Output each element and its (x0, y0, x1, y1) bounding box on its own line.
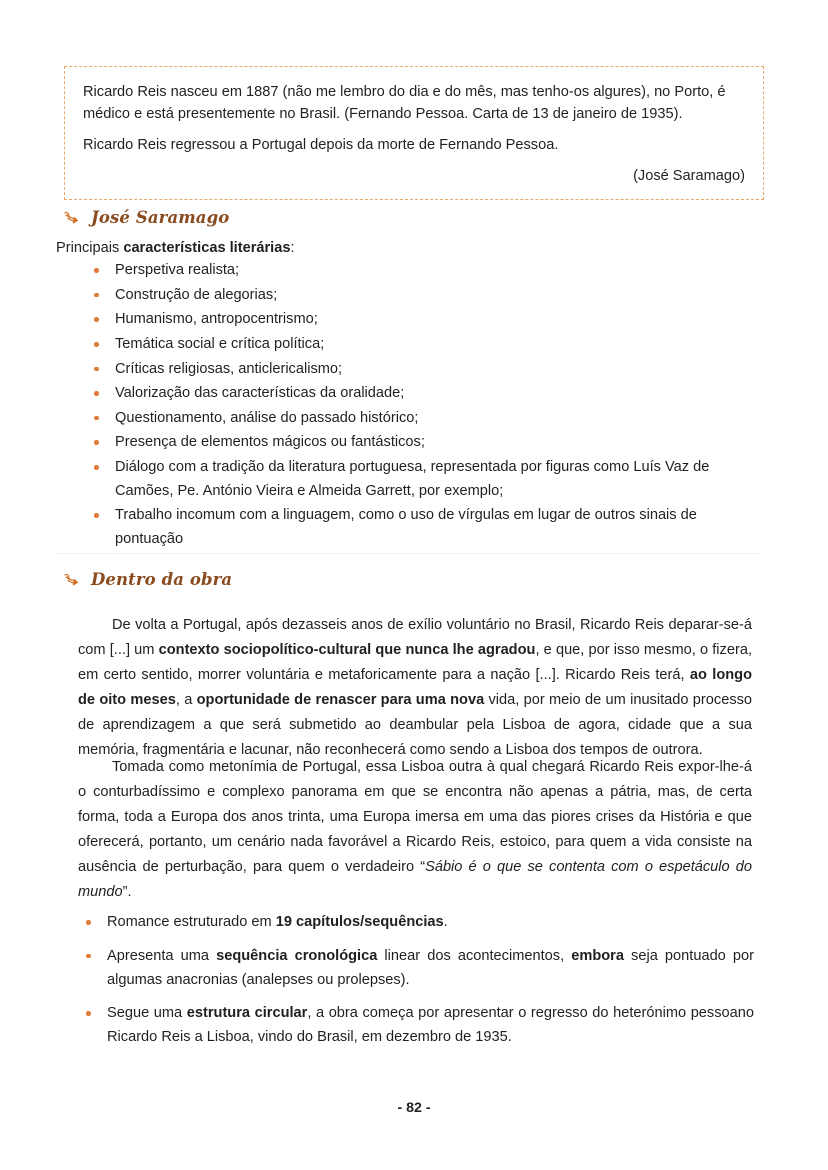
features-lead-line (56, 238, 295, 260)
page-number: - 82 - (397, 1100, 431, 1116)
pointing-hand-icon (62, 571, 80, 589)
section-heading-dentro-da-obra (62, 570, 232, 589)
list-item (86, 358, 754, 382)
pointing-hand-icon (62, 209, 80, 227)
note-part-2: , a obra começa por apresentar o regresso do heterónimo pessoano Ricardo Reis a Lisboa, vindo do Brasil, em dezembro de 1935. (107, 1005, 754, 1046)
section-heading-jose-saramago (62, 208, 229, 227)
note-part-2: linear dos acontecimentos, (377, 947, 572, 964)
list-item-label: Valorização das características da oralidade; (115, 385, 405, 402)
par1-bold-3: oportunidade de renascer para uma nova (196, 691, 485, 708)
list-item-label: Construção de alegorias; (115, 286, 278, 303)
par1-bold-2: ao longo de oito meses (78, 666, 752, 708)
par1-part-2: , e que, por isso mesmo, o fizera, em certo sentido, morrer voluntária e metaforicamente para a nação [...]. Ricardo Reis terá, (78, 641, 752, 683)
section-heading-label: José Saramago (91, 208, 230, 227)
list-item-label: Temática social e crítica política; (115, 335, 325, 352)
list-item (86, 431, 754, 455)
note-bold-1: estrutura circular (186, 1005, 308, 1022)
note-part-1: Romance estruturado em (107, 914, 276, 930)
par1-bold-1: contexto sociopolítico-cultural que nunca lhe agradou (158, 641, 536, 658)
par1-part-4: vida, por meio de um inusitado processo de aprendizagem a que será submetido ao deambular pela Lisboa de agora, cidade que a sua memória, fragmentária e lacunar, não reconhecerá como sendo a Lisboa dos tempos de outrora. (78, 691, 753, 759)
par2-italic-quote: Sábio é o que se contenta com o espetáculo do mundo (78, 858, 752, 901)
features-lead-suffix: : (290, 240, 295, 256)
features-lead-prefix: Principais (56, 240, 124, 256)
par1-part-3: , a (175, 691, 197, 708)
list-item (86, 308, 754, 332)
note-bold-2: embora (571, 947, 624, 964)
list-item (86, 504, 754, 551)
structure-notes-list (78, 911, 754, 1060)
note-part-1: Segue uma (107, 1005, 187, 1022)
note-part-1: Apresenta uma (107, 947, 217, 964)
list-item (86, 333, 754, 357)
list-item (86, 284, 754, 308)
list-item-label: Humanismo, antropocentrismo; (115, 311, 318, 328)
note-bold-1: sequência cronológica (216, 947, 378, 964)
list-item-label: Trabalho incomum com a linguagem, como o uso de vírgulas em lugar de outros sinais de pontuação (115, 507, 697, 548)
list-item-label: Perspetiva realista; (115, 262, 240, 278)
list-item-label: Questionamento, análise do passado histórico; (115, 409, 419, 426)
note-bold-1: 19 capítulos/sequências (275, 914, 444, 930)
list-item (78, 1002, 754, 1050)
literary-features-list (86, 259, 754, 553)
list-item (86, 456, 754, 503)
quote-paragraph-1: Ricardo Reis nasceu em 1887 (não me lembro do dia e do mês, mas tenho-os algures), no Porto, é médico e está presentemente no Brasil. (Fernando Pessoa. Carta de 13 de janeiro de 1935). (83, 84, 726, 123)
par2-part-2: ”. (122, 884, 132, 901)
list-item (78, 911, 754, 935)
faint-divider (56, 553, 762, 554)
par2-part-1: Tomada como metonímia de Portugal, essa Lisboa outra à qual chegará Ricardo Reis expor-lhe-á o conturbadíssimo e complexo panorama em que se encontra não apenas a pátria, mas, de certa forma, toda a Europa dos anos trinta, uma Europa imersa em uma das piores crises da História e que oferecerá, portanto, um cenário nada favorável a Ricardo Reis, estoico, para quem a vida consiste na ausência de perturbação, para quem o verdadeiro “ (78, 758, 752, 875)
features-lead-bold: características literárias (123, 240, 291, 256)
list-item (86, 407, 754, 431)
list-item-label: Diálogo com a tradição da literatura portuguesa, representada por figuras como Luís Vaz de Camões, Pe. António Vieira e Almeida Garrett, por exemplo; (115, 459, 710, 499)
quote-attribution: (José Saramago) (633, 167, 745, 184)
obra-paragraph-2 (78, 755, 752, 906)
note-part-2: . (443, 914, 448, 930)
quote-box (64, 66, 764, 200)
list-item (78, 945, 754, 993)
list-item-label: Críticas religiosas, anticlericalismo; (115, 360, 343, 377)
quote-paragraph-2: Ricardo Reis regressou a Portugal depois da morte de Fernando Pessoa. (83, 137, 559, 154)
note-part-3: seja pontuado por algumas anacronias (analepses ou prolepses). (107, 947, 754, 988)
obra-paragraph-1 (78, 613, 752, 764)
list-item (86, 382, 754, 406)
list-item (86, 259, 754, 283)
section-heading-label: Dentro da obra (91, 570, 233, 589)
par1-part-1: De volta a Portugal, após dezasseis anos de exílio voluntário no Brasil, Ricardo Reis deparar-se-á com [...] um (78, 616, 752, 658)
list-item-label: Presença de elementos mágicos ou fantásticos; (115, 434, 425, 451)
